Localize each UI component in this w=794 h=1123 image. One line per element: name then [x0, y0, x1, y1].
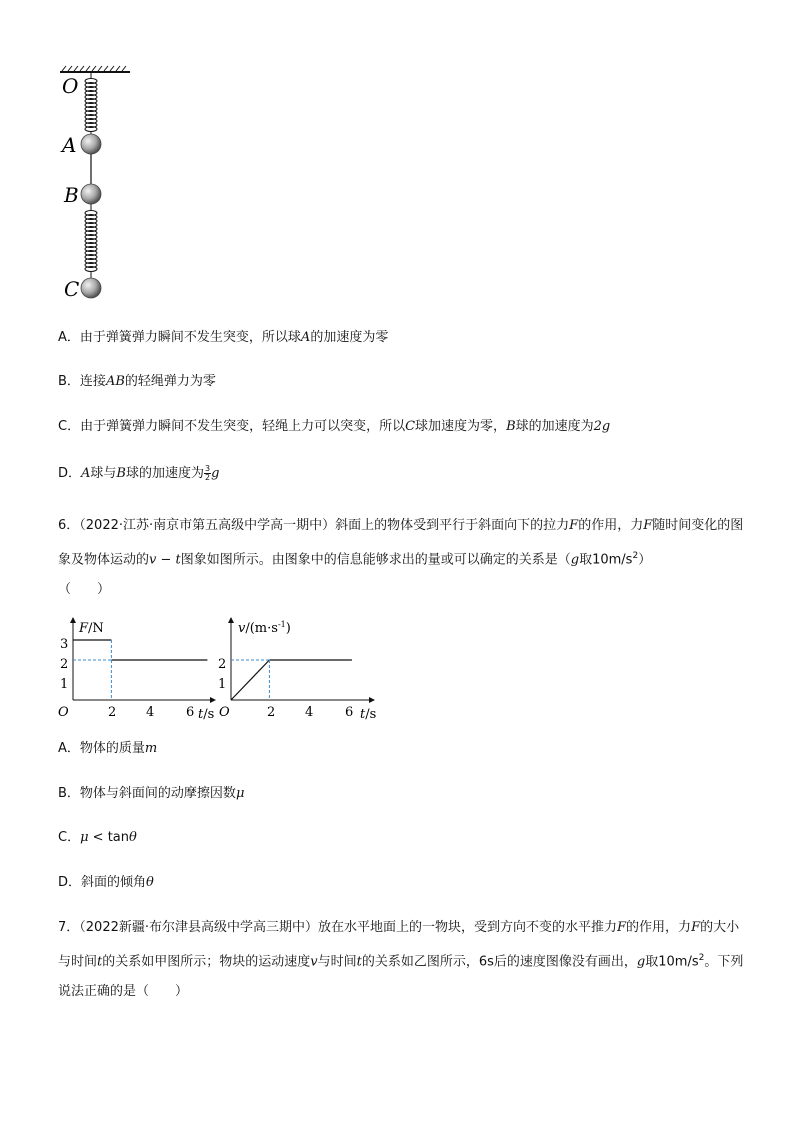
option-text: 连接: [79, 374, 106, 389]
q5-option-d[interactable]: [58, 465, 219, 483]
option-letter: A．: [58, 330, 80, 345]
q6-option-d[interactable]: [58, 874, 154, 892]
label-a: A: [62, 133, 77, 157]
option-letter: C．: [58, 830, 81, 845]
option-letter: D．: [58, 875, 82, 890]
option-text: 物体与斜面间的动摩擦因数: [79, 786, 236, 801]
label-c: C: [64, 277, 80, 301]
q6-option-c[interactable]: [58, 829, 137, 847]
var: g: [636, 954, 646, 970]
var: A: [300, 330, 311, 345]
stem-text: 图象如图所示。由图象中的信息能够求出的量或可以确定的关系是（: [180, 552, 571, 568]
question-number: 6．: [58, 518, 80, 533]
option-text: 球加速度为零，: [415, 419, 507, 434]
question-source: （2022·江苏·南京市第五高级中学高一期中）: [79, 518, 336, 533]
option-letter: D．: [58, 466, 82, 481]
fraction-denominator: 2: [205, 473, 211, 482]
q6-option-b[interactable]: [58, 785, 244, 803]
question-source: （2022新疆·布尔津县高级中学高三期中）: [79, 920, 318, 935]
stem-text: 取10m/s: [579, 552, 633, 568]
option-text: 球与: [90, 466, 117, 481]
var: θ: [129, 830, 137, 845]
lower-spring: [85, 204, 97, 278]
var: t: [356, 954, 362, 970]
graph-v-t: [216, 612, 391, 724]
var: t: [97, 954, 103, 970]
stem-text: 取10m/s: [645, 954, 699, 970]
var: B: [116, 466, 126, 481]
spring-ball-figure: [50, 60, 140, 310]
answer-blank: （ ）: [58, 582, 111, 598]
upper-spring: [85, 72, 97, 134]
var: μ: [235, 786, 245, 801]
f-ytick-1: 1: [60, 677, 69, 692]
stem-text: 的大小与时间: [58, 920, 740, 970]
v-ytick-2: 2: [218, 657, 227, 672]
stem-text: 与时间: [317, 954, 357, 970]
fraction-numerator: 3: [205, 464, 211, 473]
f-xlabel: t/s: [198, 707, 215, 722]
option-text: 物体的质量: [79, 741, 145, 756]
v-xlabel: t/s: [360, 707, 377, 722]
stem-text: 的作用，力: [578, 518, 644, 533]
var: g: [211, 466, 220, 481]
option-letter: B．: [58, 374, 80, 389]
label-b: B: [64, 183, 79, 207]
stem-text: 放在水平地面上的一物块，受到方向不变的水平推力: [318, 920, 618, 935]
q5-option-a[interactable]: [58, 329, 388, 347]
question-number: 7．: [58, 920, 80, 935]
f-ylabel: F/N: [79, 621, 104, 636]
graph-f-t: [55, 612, 225, 724]
option-text: 由于弹簧弹力瞬间不发生突变，轻绳上力可以突变，所以: [80, 419, 406, 434]
f-xtick-2: 2: [108, 705, 117, 720]
var: m: [144, 741, 158, 756]
stem-text: 的作用，力: [626, 920, 692, 935]
var: 2g: [593, 419, 611, 434]
var: B: [506, 419, 516, 434]
option-letter: B．: [58, 786, 80, 801]
v-ytick-1: 1: [218, 677, 227, 692]
superscript: 2: [698, 953, 705, 963]
label-o: O: [62, 74, 79, 98]
f-xtick-6: 6: [186, 705, 195, 720]
var: μ: [80, 830, 89, 845]
f-origin: O: [58, 705, 69, 720]
var: AB: [105, 374, 125, 389]
option-text: 由于弹簧弹力瞬间不发生突变，所以球: [79, 330, 301, 345]
f-ytick-2: 2: [60, 657, 69, 672]
var: F: [643, 518, 653, 533]
v-xtick-6: 6: [345, 705, 354, 720]
ceiling-hatch: [62, 66, 126, 71]
f-ytick-3: 3: [60, 637, 69, 652]
option-text: 的加速度为零: [310, 330, 389, 345]
option-text: < tan: [88, 830, 129, 845]
var: F: [691, 920, 701, 935]
var: θ: [146, 875, 154, 890]
option-text: 球的加速度为: [125, 466, 204, 481]
var: F: [569, 518, 579, 533]
stem-text: 。下列说法正确的是（ ）: [58, 954, 744, 1000]
stem-text: ）: [638, 552, 652, 568]
q5-option-b[interactable]: [58, 373, 216, 391]
var: v: [310, 954, 318, 970]
f-xtick-4: 4: [146, 705, 155, 720]
ball-b: [81, 184, 101, 204]
v-ylabel: $v/(m\cdot s^{-1})$: [238, 620, 291, 636]
v-xtick-4: 4: [305, 705, 314, 720]
ball-a: [81, 134, 101, 154]
option-text: 的轻绳弹力为零: [124, 374, 216, 389]
q6-option-a[interactable]: [58, 740, 157, 758]
option-text: 斜面的倾角: [81, 875, 147, 890]
stem-text: 的关系如甲图所示；物块的运动速度: [102, 954, 311, 970]
var: A: [81, 466, 91, 481]
ball-c: [81, 278, 101, 298]
v-segment-ramp: [231, 660, 269, 700]
var: v − t: [149, 552, 181, 568]
var: F: [617, 920, 627, 935]
q6-stem: [58, 511, 748, 605]
v-origin: O: [219, 705, 230, 720]
stem-text: 随时间变化的图象及物体运动的: [58, 518, 744, 568]
option-text: 球的加速度为: [515, 419, 594, 434]
option-letter: A．: [58, 741, 80, 756]
q7-stem: [58, 913, 748, 1007]
option-letter: C．: [58, 419, 81, 434]
superscript: 2: [632, 551, 639, 561]
stem-text: 的关系如乙图所示，6s后的速度图像没有画出，: [361, 954, 637, 970]
q5-option-c[interactable]: [58, 418, 610, 436]
stem-text: 斜面上的物体受到平行于斜面向下的拉力: [335, 518, 570, 533]
var: C: [405, 419, 416, 434]
v-xtick-2: 2: [267, 705, 276, 720]
var: g: [570, 552, 580, 568]
